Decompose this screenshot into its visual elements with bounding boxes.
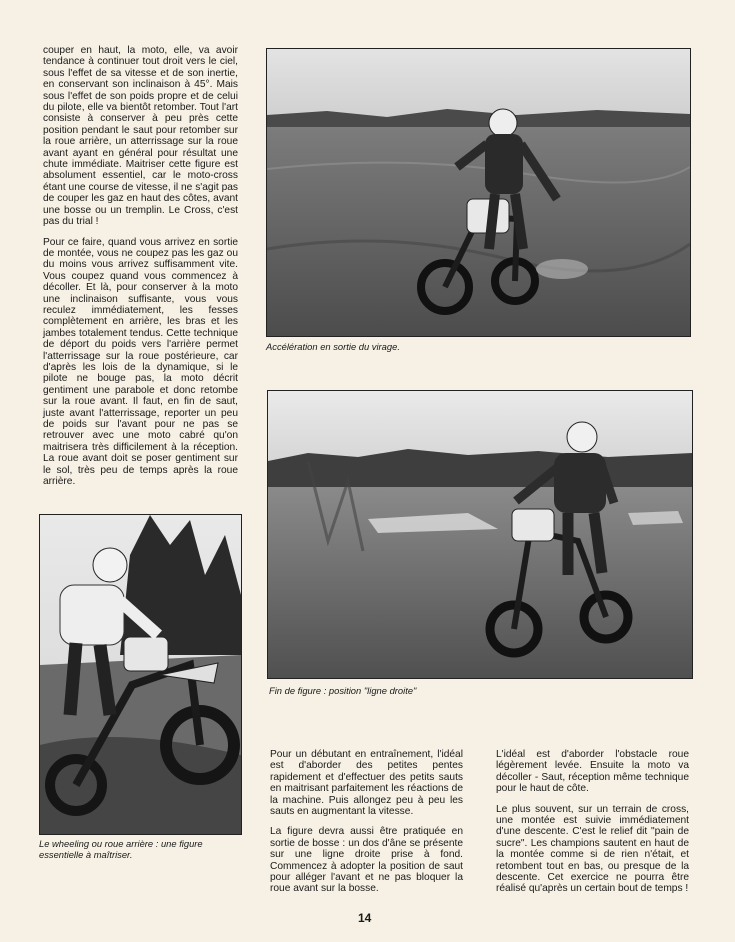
photo-ligne-droite (267, 390, 693, 679)
paragraph: Pour un débutant en entraînement, l'idéal est d'aborder des petites pentes rapidement et d'effectuer des petits sauts en maitrisant parfaitement les réactions de la machine. Puis allongez peu à peu les sauts en augmentant la vitesse. (270, 749, 463, 818)
article-column-right (496, 749, 689, 904)
paragraph: Pour ce faire, quand vous arrivez en sortie de montée, vous ne coupez pas les gaz ou du moins vous arrivez suffisamment vite. Vous coupez quand vous commencez à décoller. Et là, pour conserver à la moto une inclinaison suffisante, vous vous reculez immédiatement, les fesses complètement en arrière, les bras et les jambes totalement tendus. Cette technique de déport du poids vers l'arrière permet l'atterrissage sur la roue postérieure, car d'après les lois de la dynamique, si le pilote ne bouge pas, la moto décrit gentiment une parabole et donc retombe sur la roue avant. Il faut, en fin de saut, juste avant l'atterrissage, reporter un peu de poids sur l'avant pour ne pas se retrouver avec une moto cabré qu'on maitrisera très difficilement à la réception. La roue avant doit se poser gentiment sur le sol, très peu de temps après la roue arrière. (43, 236, 238, 488)
paragraph: couper en haut, la moto, elle, va avoir tendance à continuer tout droit vers le ciel, sous l'effet de sa vitesse et de son inertie, en conservant son inclinaison à 45°. Mais sous l'effet de son poids propre et de celui du pilote, elle va bientôt retomber. Tout l'art consiste à conserver à peu près cette position pendant le saut pour retomber sur la roue arrière, un atterrissage sur la roue avant ayant en général pour résultat une chute immédiate. Maitriser cette figure est absolument essentiel, car le moto-cross étant une course de vitesse, il ne s'agit pas de couper les gaz en haut des côtes, avant une bosse ou un tremplin. Le Cross, c'est pas du trial ! (43, 45, 238, 228)
page-number: 14 (358, 911, 372, 925)
paragraph: L'idéal est d'aborder l'obstacle roue légèrement levée. Ensuite la moto va décoller - Saut, réception même technique pour le haut de côte. (496, 749, 689, 795)
article-column-middle (270, 749, 463, 904)
article-column-left (43, 45, 238, 496)
photo-acceleration (266, 48, 691, 337)
caption-wheeling: Le wheeling ou roue arrière : une figure essentielle à maîtriser. (39, 838, 203, 860)
caption-ligne-droite: Fin de figure : position "ligne droite" (269, 685, 417, 696)
paragraph: Le plus souvent, sur un terrain de cross, une montée est suivie immédiatement d'une descente. C'est le relief dit "pain de sucre". Les champions sautent en haut de la montée comme si de rien n'était, et retombent tout en bas, ou presque de la descente. Cet exercice ne pourra être réalisé qu'après un certain bout de temps ! (496, 803, 689, 895)
motocross-photo-1 (267, 49, 690, 336)
motocross-photo-3 (40, 515, 241, 834)
paragraph: La figure devra aussi être pratiquée en sortie de bosse : un dos d'âne se présente sur une ligne droite prise à fond. Commencez à adopter la position de saut pour alléger l'avant et ne pas bloquer la roue avant sur la bosse. (270, 826, 463, 895)
photo-wheeling (39, 514, 242, 835)
caption-acceleration: Accélération en sortie du virage. (266, 341, 400, 352)
motocross-photo-2 (268, 391, 692, 678)
